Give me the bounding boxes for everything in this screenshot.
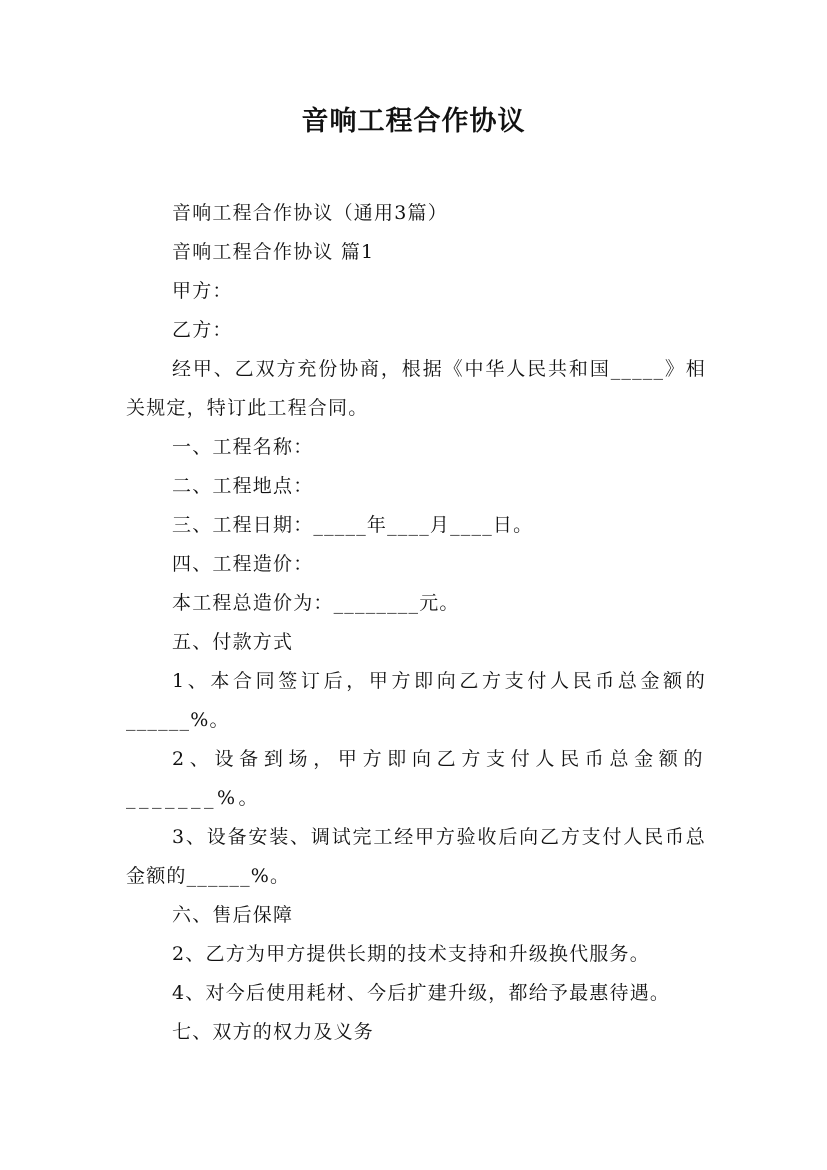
paragraph-payment-2: 2、设备到场，甲方即向乙方支付人民币总金额的_______%。 [126,748,706,809]
paragraph-after-sales-4: 4、对今后使用耗材、今后扩建升级，都给予最惠待遇。 [172,982,671,1004]
paragraph-project-name: 一、工程名称： [172,436,314,458]
document-title: 音响工程合作协议 [301,106,526,137]
paragraph-project-location: 二、工程地点： [172,475,314,497]
paragraph-rights-obligations: 七、双方的权力及义务 [172,1021,375,1043]
paragraph-project-date: 三、工程日期：_____年____月____日。 [172,514,534,536]
paragraph-payment-3: 3、设备安装、调试完工经甲方验收后向乙方支付人民币总金额的______%。 [126,826,706,887]
paragraph-payment-method: 五、付款方式 [172,631,294,653]
paragraph-project-cost: 四、工程造价： [172,553,314,575]
paragraph-preamble: 经甲、乙双方充份协商，根据《中华人民共和国_____》相关规定，特订此工程合同。 [126,358,706,419]
paragraph-party-a: 甲方： [172,280,233,302]
paragraph-party-b: 乙方： [172,319,233,341]
paragraph-subtitle: 音响工程合作协议（通用3篇） [172,202,448,224]
paragraph-payment-1: 1、本合同签订后，甲方即向乙方支付人民币总金额的______%。 [126,670,706,731]
paragraph-section-heading: 音响工程合作协议 篇1 [172,241,375,263]
paragraph-total-cost: 本工程总造价为：________元。 [172,592,460,614]
document-body [126,194,706,1052]
paragraph-after-sales: 六、售后保障 [172,904,294,926]
paragraph-after-sales-2: 2、乙方为甲方提供长期的技术支持和升级换代服务。 [172,943,650,965]
